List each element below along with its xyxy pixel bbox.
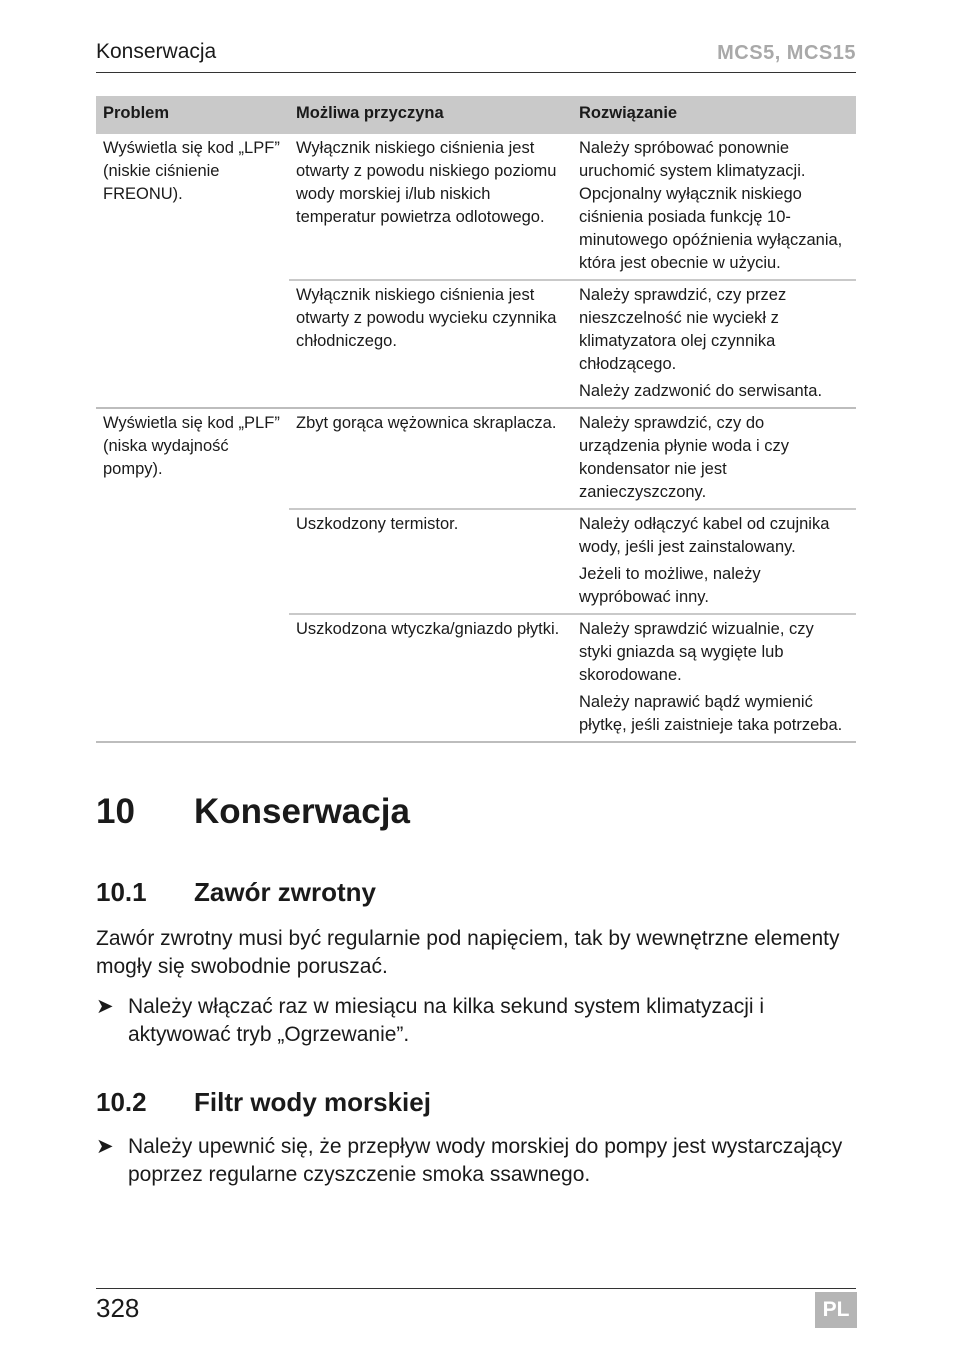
chapter-heading: [96, 792, 410, 832]
language-badge: PL: [815, 1292, 857, 1328]
instruction-text: Należy włączać raz w miesiącu na kilka sekund system klimatyzacji i aktywować tryb „Ogrzewanie”.: [128, 995, 765, 1046]
section-number: 10.1: [96, 877, 147, 907]
header-divider: [96, 72, 856, 73]
section-title: Zawór zwrotny: [194, 877, 377, 907]
problem-cell: Wyświetla się kod „LPF” (niskie ciśnienie FREONU).: [103, 139, 280, 203]
solution-text: Należy spróbować ponownie uruchomić system klimatyzacji. Opcjonalny wyłącznik niskiego ciśnienia posiada funkcję 10-minutowego opóźnienia wyłączania, która jest obecnie w użyciu.: [579, 139, 843, 272]
chapter-number: 10: [96, 792, 135, 831]
chapter-title: Konserwacja: [194, 792, 410, 831]
solution-text: Należy odłączyć kabel od czujnika wody, jeśli jest zainstalowany.: [579, 515, 830, 556]
section-heading-10-1: [96, 877, 376, 908]
cause-cell: Uszkodzona wtyczka/gniazdo płytki.: [289, 614, 572, 742]
section-number: 10.2: [96, 1087, 147, 1117]
arrow-bullet-icon: ➤: [96, 995, 114, 1018]
column-header-solution: Rozwiązanie: [572, 96, 856, 134]
solution-cell: [572, 280, 856, 408]
cause-cell: Zbyt gorąca wężownica skraplacza.: [289, 408, 572, 509]
table-row: [96, 408, 856, 509]
cause-cell: Wyłącznik niskiego ciśnienia jest otwarty z powodu niskiego poziomu wody morskiej i/lub niskich temperatur powietrza odlotowego.: [296, 139, 557, 226]
solution-text: Należy sprawdzić, czy do urządzenia płynie woda i czy kondensator nie jest zanieczyszczony.: [579, 414, 790, 501]
solution-text: Należy sprawdzić wizualnie, czy styki gniazda są wygięte lub skorodowane.: [579, 620, 814, 684]
troubleshooting-table: [96, 96, 856, 743]
column-header-problem: Problem: [96, 96, 289, 134]
solution-cell: [572, 134, 856, 280]
arrow-bullet-icon: ➤: [96, 1135, 114, 1158]
table-row: [96, 134, 856, 280]
cause-cell: Wyłącznik niskiego ciśnienia jest otwarty z powodu wycieku czynnika chłodniczego.: [289, 280, 572, 408]
page-number: 328: [96, 1293, 140, 1323]
column-header-cause: Możliwa przyczyna: [289, 96, 572, 134]
problem-cell: Wyświetla się kod „PLF” (niska wydajność pompy).: [96, 408, 289, 742]
solution-cell: [572, 408, 856, 509]
solution-cell: [572, 614, 856, 742]
running-header-section: Konserwacja: [96, 40, 217, 63]
instruction-text: Należy upewnić się, że przepływ wody morskiej do pompy jest wystarczający poprzez regularne czyszczenie smoka ssawnego.: [128, 1135, 843, 1186]
section-intro-paragraph: Zawór zwrotny musi być regularnie pod napięciem, tak by wewnętrzne elementy mogły się swobodnie poruszać.: [96, 927, 840, 978]
solution-cell: [572, 509, 856, 614]
running-header-model: MCS5, MCS15: [717, 42, 856, 64]
cause-cell: Uszkodzony termistor.: [289, 509, 572, 614]
section-title: Filtr wody morskiej: [194, 1087, 431, 1117]
table-header-row: [96, 96, 856, 134]
footer-divider: [96, 1288, 856, 1289]
instruction-bullet: [96, 993, 858, 1049]
solution-text: Należy naprawić bądź wymienić płytkę, jeśli zaistnieje taka potrzeba.: [579, 693, 843, 734]
section-heading-10-2: [96, 1087, 431, 1118]
instruction-bullet: [96, 1133, 858, 1189]
solution-text: Należy zadzwonić do serwisanta.: [579, 382, 823, 400]
solution-text: Należy sprawdzić, czy przez nieszczelność nie wyciekł z klimatyzatora olej czynnika chłodzącego.: [579, 286, 787, 373]
solution-text: Jeżeli to możliwe, należy wypróbować inny.: [579, 565, 761, 606]
